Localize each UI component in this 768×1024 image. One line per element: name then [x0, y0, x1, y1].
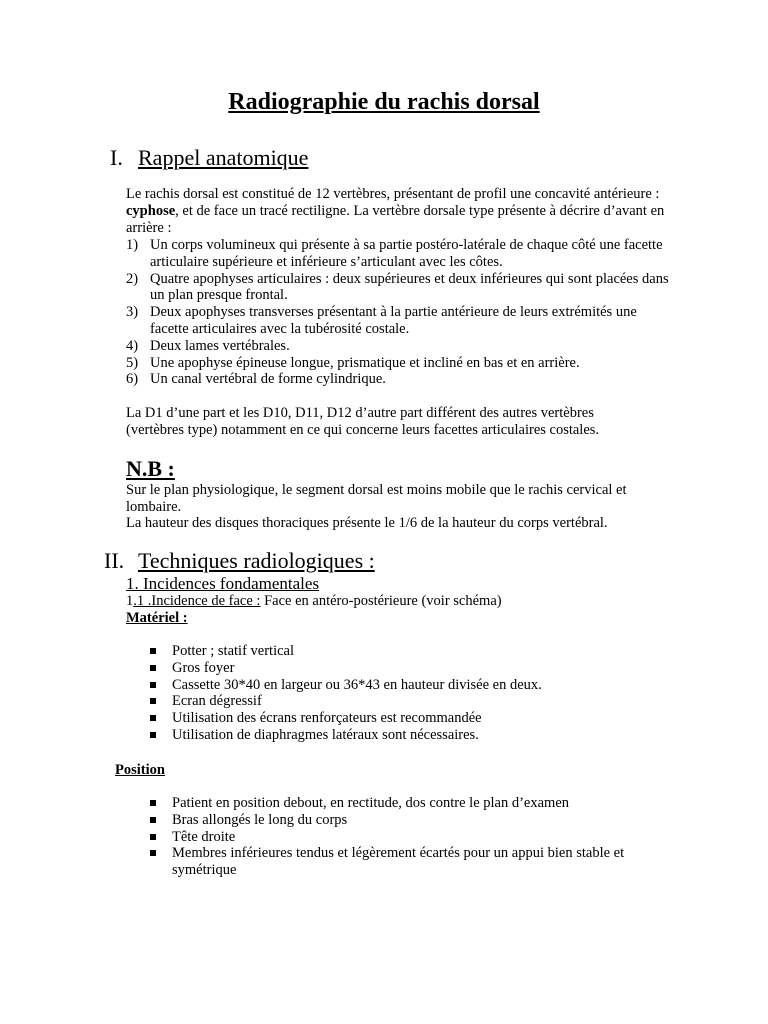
- square-bullet-icon: [150, 817, 156, 823]
- materiel-item: [148, 727, 708, 744]
- nb-label: N.B :: [126, 456, 175, 481]
- list-number: 6): [126, 371, 139, 388]
- bullet-text: Potter ; statif vertical: [172, 643, 295, 659]
- bullet-text: Utilisation des écrans renforçateurs est recommandée: [172, 710, 482, 727]
- anatomy-list-item: [126, 355, 674, 372]
- bullet-text: Membres inférieures tendus et légèrement écartés pour un appui bien stable et symétrique: [172, 845, 625, 879]
- list-number: 4): [126, 337, 139, 354]
- page-title: Radiographie du rachis dorsal: [228, 89, 540, 115]
- intro-text: Le rachis dorsal est constitué de 12 vertèbres, présentant de profil une concavité antérieure :: [126, 186, 660, 202]
- list-number: 3): [126, 304, 139, 321]
- position-item: [148, 829, 668, 846]
- section-title: Rappel anatomique: [138, 145, 309, 170]
- anatomy-list-item: [126, 304, 674, 338]
- section-heading-rappel: [110, 145, 308, 171]
- section-number: II.: [104, 548, 125, 573]
- sub-description: Face en antéro-postérieure (voir schéma): [260, 593, 502, 609]
- nb-line-1: Sur le plan physiologique, le segment dorsal est moins mobile que le rachis cervical et lombaire.: [126, 482, 627, 515]
- position-list: [148, 795, 668, 879]
- bullet-text: Ecran dégressif: [172, 693, 262, 710]
- anatomy-list-item: [126, 338, 674, 355]
- square-bullet-icon: [150, 682, 156, 688]
- list-text: Deux apophyses transverses présentant à la partie antérieure de leurs extrémités une facette articulaires avec la tubérosité costale.: [150, 304, 637, 337]
- list-text: Une apophyse épineuse longue, prismatique et incliné en bas et en arrière.: [150, 354, 580, 371]
- section-heading-techniques: [104, 548, 375, 574]
- position-item: [148, 812, 668, 829]
- section-number: I.: [110, 145, 123, 170]
- sub-number: 1: [126, 593, 134, 609]
- subsection-incidences: 1. Incidences fondamentales: [126, 574, 320, 593]
- square-bullet-icon: [150, 800, 156, 806]
- bullet-text: Tête droite: [172, 828, 236, 845]
- materiel-list: [148, 643, 708, 744]
- sub-label: .1 .Incidence de face :: [133, 593, 261, 609]
- anatomy-list-item: [126, 271, 674, 305]
- list-number: 2): [126, 270, 139, 287]
- intro-bold-term: cyphose: [126, 202, 176, 219]
- square-bullet-icon: [150, 834, 156, 840]
- position-item: [148, 845, 668, 879]
- intro-paragraph: [126, 186, 674, 236]
- subsection-incidence-face: [126, 593, 686, 610]
- bullet-text: Utilisation de diaphragmes latéraux sont nécessaires.: [172, 726, 479, 743]
- anatomy-list: [126, 237, 674, 388]
- bullet-text: Gros foyer: [172, 659, 235, 676]
- square-bullet-icon: [150, 850, 156, 856]
- list-text: Un canal vertébral de forme cylindrique.: [150, 371, 386, 388]
- section-title: Techniques radiologiques :: [138, 548, 375, 573]
- nb-line-2: La hauteur des disques thoraciques présente le 1/6 de la hauteur du corps vertébral.: [126, 515, 608, 531]
- materiel-item: [148, 643, 708, 660]
- materiel-label: Matériel :: [126, 610, 188, 626]
- bullet-text: Cassette 30*40 en largeur ou 36*43 en hauteur divisée en deux.: [172, 676, 542, 693]
- anatomy-list-item: [126, 371, 674, 388]
- list-text: Deux lames vertébrales.: [150, 337, 290, 354]
- bullet-text: Bras allongés le long du corps: [172, 811, 348, 828]
- materiel-item: [148, 710, 708, 727]
- position-item: [148, 795, 668, 812]
- square-bullet-icon: [150, 732, 156, 738]
- square-bullet-icon: [150, 698, 156, 704]
- vertebrae-paragraph: La D1 d’une part et les D10, D11, D12 d’autre part différent des autres vertèbres (vertèbres type) notamment en ce qui concerne leurs facettes articulaires costales.: [126, 405, 600, 438]
- materiel-item: [148, 677, 708, 694]
- square-bullet-icon: [150, 665, 156, 671]
- list-text: Quatre apophyses articulaires : deux supérieures et deux inférieures qui sont placées dans un plan presque frontal.: [150, 270, 669, 304]
- list-number: 5): [126, 354, 139, 371]
- square-bullet-icon: [150, 715, 156, 721]
- square-bullet-icon: [150, 648, 156, 654]
- anatomy-list-item: [126, 237, 674, 271]
- list-number: 1): [126, 237, 139, 253]
- bullet-text: Patient en position debout, en rectitude, dos contre le plan d’examen: [172, 795, 570, 811]
- position-label: Position: [115, 762, 165, 778]
- materiel-item: [148, 693, 708, 710]
- materiel-item: [148, 660, 708, 677]
- list-text: Un corps volumineux qui présente à sa partie postéro-latérale de chaque côté une facette articulaire supérieure et inférieure s’articulant avec les côtes.: [150, 237, 663, 270]
- intro-text-end: , et de face un tracé rectiligne. La vertèbre dorsale type présente à décrire d’avant en arrière :: [126, 202, 665, 236]
